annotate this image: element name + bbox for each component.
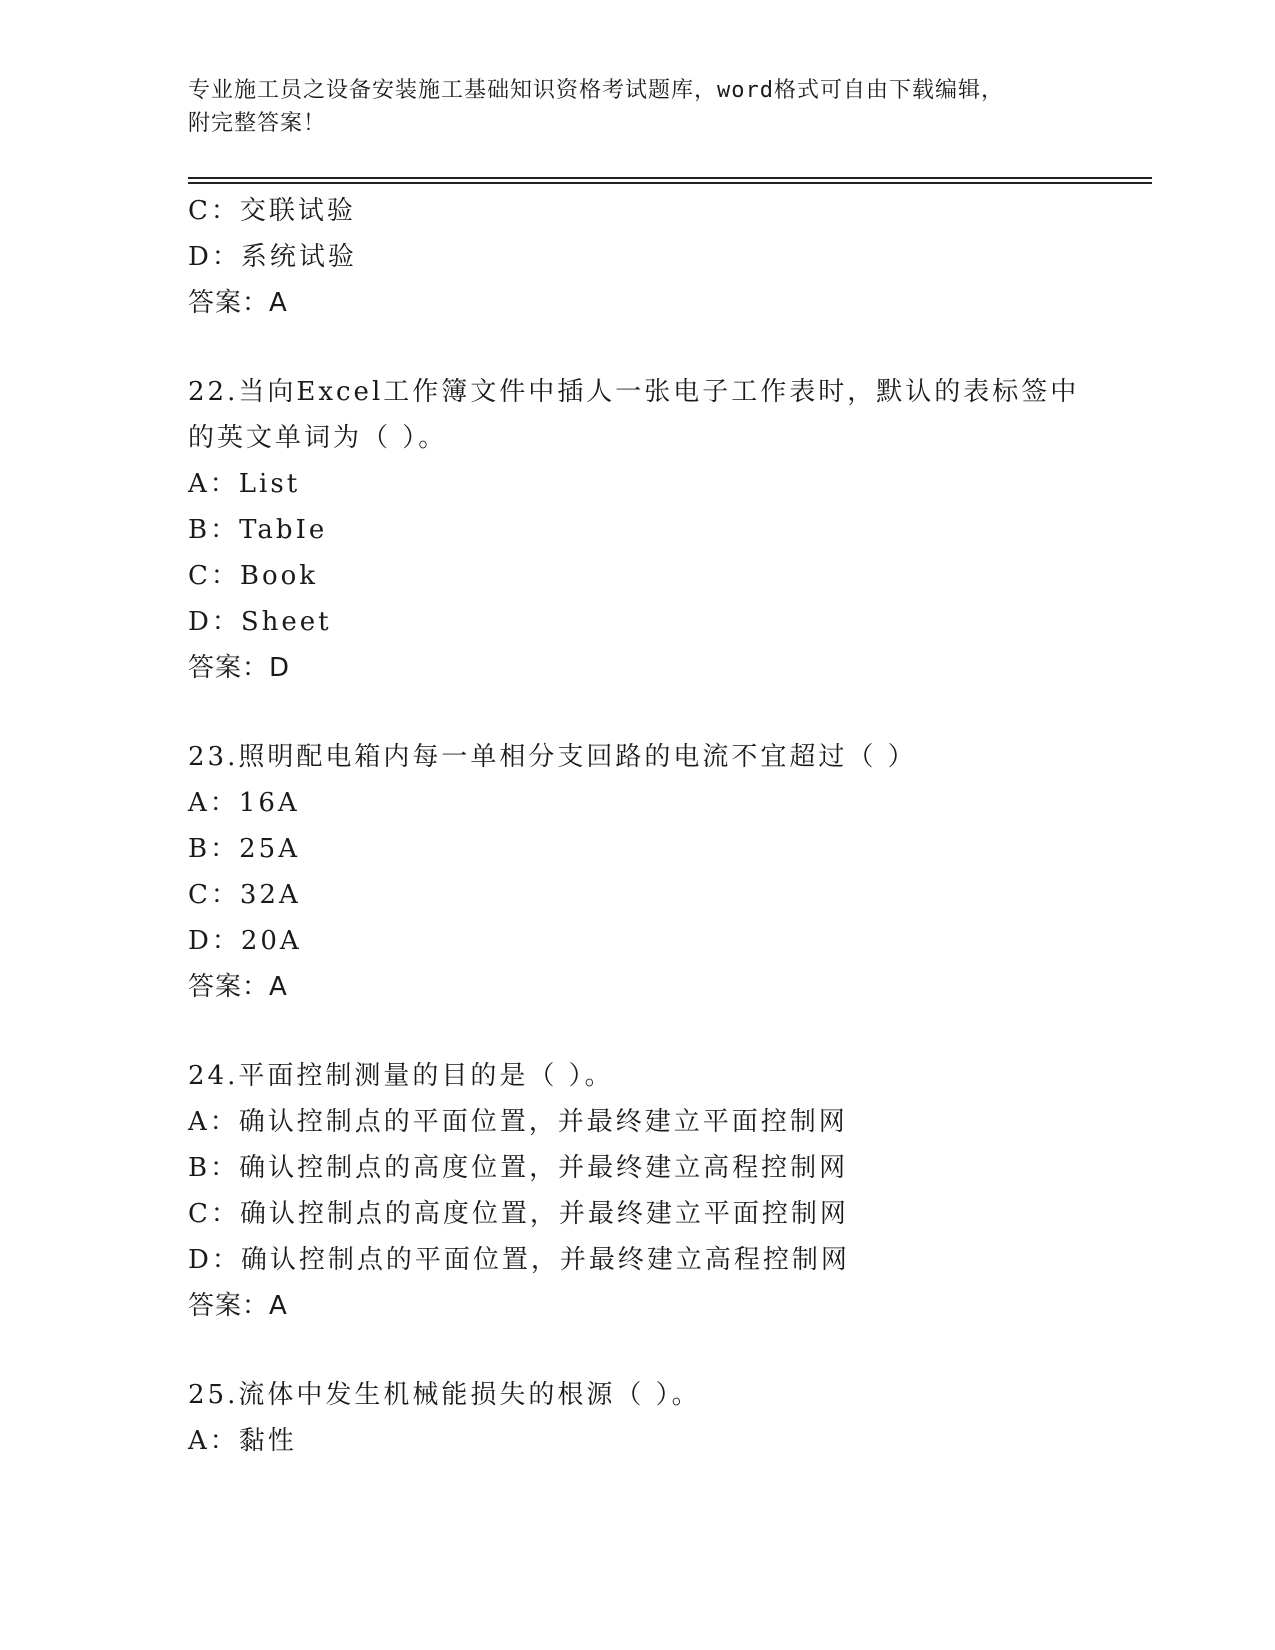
- q23-stem: 23.照明配电箱内每一单相分支回路的电流不宜超过（ ）: [188, 742, 917, 772]
- header-line-1: 专业施工员之设备安装施工基础知识资格考试题库，word格式可自由下载编辑，: [188, 78, 1004, 103]
- spacer: [188, 326, 1108, 369]
- q22-option-a: A：List: [188, 469, 301, 499]
- spacer: [188, 1329, 1108, 1372]
- q21-option-d: D：系统试验: [188, 242, 357, 272]
- q24-option-a: A：确认控制点的平面位置，并最终建立平面控制网: [188, 1107, 848, 1137]
- spacer: [188, 1010, 1108, 1053]
- q23-answer: 答案：A: [188, 972, 288, 1002]
- q25-stem: 25.流体中发生机械能损失的根源（ ）。: [188, 1380, 701, 1410]
- q24-option-b: B：确认控制点的高度位置，并最终建立高程控制网: [188, 1153, 849, 1183]
- q25-option-a: A：黏性: [188, 1426, 297, 1456]
- q22-option-c: C：Book: [188, 561, 319, 591]
- header-line-2: 附完整答案！: [188, 111, 327, 136]
- q22-option-d: D：Sheet: [188, 607, 332, 637]
- q22-stem-line-2: 的英文单词为（ ）。: [188, 423, 448, 453]
- header-rule-bottom: [188, 182, 1152, 184]
- question-24: [188, 1053, 1108, 1329]
- q24-answer: 答案：A: [188, 1291, 288, 1321]
- q24-option-c: C：确认控制点的高度位置，并最终建立平面控制网: [188, 1199, 849, 1229]
- question-23: [188, 734, 1108, 1010]
- q24-option-d: D：确认控制点的平面位置，并最终建立高程控制网: [188, 1245, 850, 1275]
- q21-answer: 答案：A: [188, 288, 288, 318]
- q23-option-c: C：32A: [188, 880, 301, 910]
- q23-option-d: D：20A: [188, 926, 302, 956]
- q23-option-a: A：16A: [188, 788, 300, 818]
- document-header: [188, 74, 1088, 140]
- question-list: [188, 188, 1108, 1464]
- spacer: [188, 691, 1108, 734]
- q21-option-c: C：交联试验: [188, 196, 356, 226]
- q22-option-b: B：TabIe: [188, 515, 328, 545]
- question-25: [188, 1372, 1108, 1464]
- question-22: [188, 369, 1108, 691]
- header-rule-top: [188, 177, 1152, 179]
- q23-option-b: B：25A: [188, 834, 300, 864]
- q24-stem: 24.平面控制测量的目的是（ ）。: [188, 1061, 614, 1091]
- q22-stem-line-1: 22.当向Excel工作簿文件中插人一张电子工作表时，默认的表标签中: [188, 377, 1080, 407]
- question-21: [188, 188, 1108, 326]
- q22-answer: 答案：D: [188, 653, 291, 683]
